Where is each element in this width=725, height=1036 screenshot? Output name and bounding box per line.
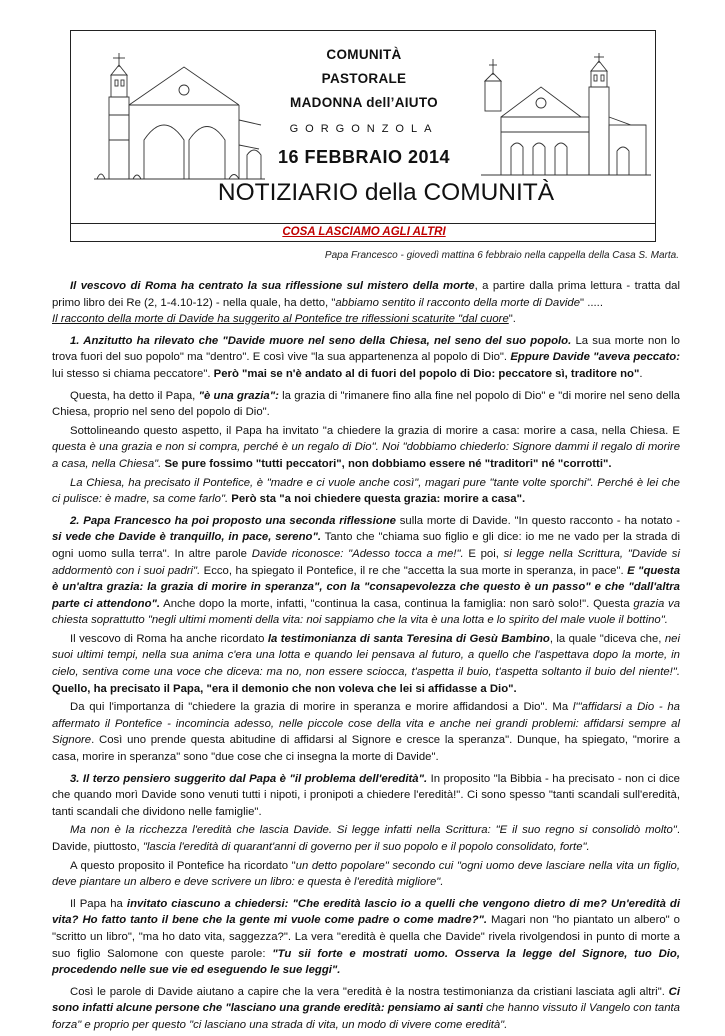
text-run: La sua morte non lo trova fuori del suo popolo" ma "dentro". E così vive "la sua appartenenza al popolo di Dio". [52,334,680,364]
text-run: si vede che Davide è tranquillo, in pace, sereno". [52,531,321,544]
article-body [52,278,680,1036]
text-run: sulla morte di Davide. "In questo racconto - ha notato - [395,514,680,527]
text-run: 3. Il terzo pensiero suggerito dal Papa è "il problema dell'eredità". [70,772,428,785]
text-run: . [639,367,643,380]
text-run: Quello, ha precisato il Papa, "era il demonio che non voleva che lei si affidasse a Dio". [52,682,517,695]
text-run: Anche dopo la morte, infatti, "continua la casa, continua la famiglia: non sarò solo!". Questa [160,597,634,610]
text-run: 2. Papa Francesco ha poi proposto una seconda riflessione [70,514,396,527]
text-run: . Così uno prende questa abitudine di affidarsi al Signore e cresce la speranza". Dunque, ha spiegato, "morire a casa, morire in speranza" sono "due cose che ci insegna la morte di Davide". [52,734,680,764]
text-run: Questa, ha detto il Papa, [70,389,199,402]
text-run: invitato ciascuno a chiedersi: "Che eredità lascio io a quelli che vengono dietro di me? Un'eredità di vita? Ho fatto tanto il bene che la gente mi vuole come padre o come madre?". [52,897,680,927]
text-run: E "questa è un'altra grazia: la grazia di morire in speranza", con la "consapevolezza che questo è un passo" e che "dall'altra parte ci attendono". [52,564,681,610]
text-run: che hanno vissuto il Vangelo con tanta forza" e proprio per questo "ci lasciano una strada di vita, un modo di vivere come eredità". [52,1002,680,1031]
text-run: Eppure Davide "aveva peccato: [510,351,680,364]
paragraph-intro [52,278,680,328]
text-run: , a partire dalla prima lettura - tratta dal primo libro dei Re (2, 1-4.10-12) - nella quale, ha detto, " [52,280,680,309]
text-run: Ci sono infatti alcune persone che "lasciano una grande eredità: pensiamo ai santi [52,985,680,1015]
text-run: Davide riconosce: "Adesso tocca a me!". [251,547,464,560]
paragraph-10 [52,858,680,891]
article-heading: COSA LASCIAMO AGLI ALTRI [282,226,446,238]
text-run: Però "mai se n'è andato al di fuori del popolo di Dio: peccatore sì, traditore no" [213,367,640,380]
text-run: si legge nella Scrittura, "Davide si addormentò con i suoi padri". [52,547,680,577]
text-run: 1. Anzitutto ha rilevato che "Davide muore nel seno della Chiesa, nel seno del suo popolo. [70,334,572,347]
paragraph-5 [52,513,680,629]
masthead-town: GORGONZOLA [289,123,439,135]
text-run: grazia va chiesta soprattutto "negli ultimi momenti della vita: noi sappiamo che la vita è una lotta e lo spirito del male vuole il bottino". [52,597,681,627]
text-run: Da qui l'importanza di "chiedere la grazia di morire in speranza e morire affidandosi a Dio". Ma [70,701,573,714]
text-run: Così le parole di Davide aiutano a capire che la vera "eredità è la nostra testimonianza da cristiani lasciata agli altri". [70,985,669,998]
masthead-line-2: PASTORALE [321,71,407,86]
text-run: la testimonianza di santa Teresina di Gesù Bambino [267,632,550,645]
text-run: . Davide, piuttosto, [52,824,680,853]
church-sketch-left [89,45,267,195]
text-run: Il racconto della morte di Davide ha suggerito al Pontefice tre riflessioni scaturite "dal cuore [52,313,509,326]
text-run: " ..... [580,296,603,309]
paragraph-7 [52,699,680,765]
text-run: Ecco, ha spiegato il Pontefice, il re che "accetta la sua morte in speranza, in pace". [200,564,628,577]
text-run: E poi, [463,547,504,560]
article-caption: Papa Francesco - giovedì mattina 6 febbraio nella cappella della Casa S. Marta. [324,250,679,261]
text-run: Se pure fossimo "tutti peccatori", non dobbiamo essere né "traditori" né "corrotti". [161,457,612,470]
text-run: Sottolineando questo aspetto, il Papa ha invitato "a chiedere la grazia di morire a casa: morire a casa, nella Chiesa. E [70,424,680,437]
text-run: "lascia l'eredità di quarant'anni di governo per il suo popolo e il popolo consolidato, forte". [142,841,590,853]
masthead-line-3: MADONNA dell’AIUTO [290,95,438,110]
paragraph-3 [52,423,680,473]
text-run: la grazia di "rimanere fino alla fine nel popolo di Dio" e "di morire nel seno della Chiesa, proprio nel seno del popolo di Dio". [52,389,680,419]
text-run: Il vescovo di Roma ha centrato la sua riflessione sul mistero della morte [70,280,475,292]
paragraph-6 [52,631,680,697]
text-run: Tanto che "chiama suo figlio e gli dice: io me ne vado per la strada di ogni uomo sulla terra". In altre parole [52,531,680,560]
paragraph-11 [52,896,680,979]
masthead [70,30,656,242]
text-run: lui stesso si chiama peccatore". [52,367,214,380]
text-run: Il Papa ha [70,897,127,910]
issue-date: 16 FEBBRAIO 2014 [277,147,451,167]
text-run: A questo proposito il Pontefice ha ricordato " [70,859,296,872]
newsletter-title: NOTIZIARIO della COMUNITÀ [217,179,555,206]
paragraph-1 [52,333,680,383]
paragraph-12 [52,984,680,1034]
paragraph-2 [52,388,680,421]
text-run: La Chiesa, ha precisato il Pontefice, è "madre e ci vuole anche così", magari pure "tante volte sporchi". Perché è lei che ci pulisce: è madre, sa come farlo". [52,476,680,506]
text-run: abbiamo sentito il racconto della morte di Davide [335,296,581,309]
masthead-divider [71,223,655,224]
text-run: Magari non "ho piantato un albero" o "scritto un libro", "ma ho dato vita, saggezza?". La vera "eredità è quella che Davide" rivela rivolgendosi in punto di morte a suo figlio Salomone con queste parole: [52,914,680,960]
text-run: ". [508,313,516,326]
text-run: , la quale "diceva che, [549,632,665,645]
paragraph-4 [52,475,680,508]
paragraph-8 [52,771,680,821]
text-run: Il vescovo di Roma ha anche ricordato [70,632,268,645]
text-run: "è una grazia": [198,389,279,402]
text-run: questa è una grazia e non si compra, perché è un regalo di Dio". Noi "dobbiamo chiederlo: Signore dammi il regalo di morire a casa, nella Chiesa". [52,441,680,470]
text-run: nei suoi ultimi tempi, nella sua anima c'era una lotta e quando lei pensava al futuro, a quello che l'aspettava dopo la morte, in cielo, sentiva come una voce che diceva: ma no, non essere sciocca, t'aspetta il buio, t'aspetta soltanto il buio del niente!". [52,632,680,679]
text-run: Però sta "a noi chiedere questa grazia: morire a casa". [228,493,526,506]
text-run: In proposito "la Bibbia - ha precisato - non ci dice che quando morì Davide sono venuti tutti i nipoti, i pronipoti a chiedere l'eredità!". Ci sono spesso "tanti scandali sull'eredità, tanti scandali che dividono nelle famiglie". [52,772,680,818]
text-run: "Tu sii forte e mostrati uomo. Osserva la legge del Signore, tuo Dio, procedendo nelle sue vie ed eseguendo le sue leggi". [52,947,680,977]
text-run: un detto popolare" secondo cui "ogni uomo deve lasciare nella vita un figlio, deve piantare un albero e deve scrivere un libro: e questa è l'eredità migliore". [52,859,680,889]
text-run: Ma non è la ricchezza l'eredità che lascia Davide. Si legge infatti nella Scrittura: "E il suo regno si consolidò molto" [70,824,677,837]
masthead-line-1: COMUNITÀ [326,47,402,62]
text-run: l'"affidarsi a Dio - ha affermato il Pontefice - incomincia adesso, nelle piccole cose della vita e anche nei grandi problemi: affidarsi sempre al Signore [52,701,680,747]
paragraph-9 [52,822,680,855]
